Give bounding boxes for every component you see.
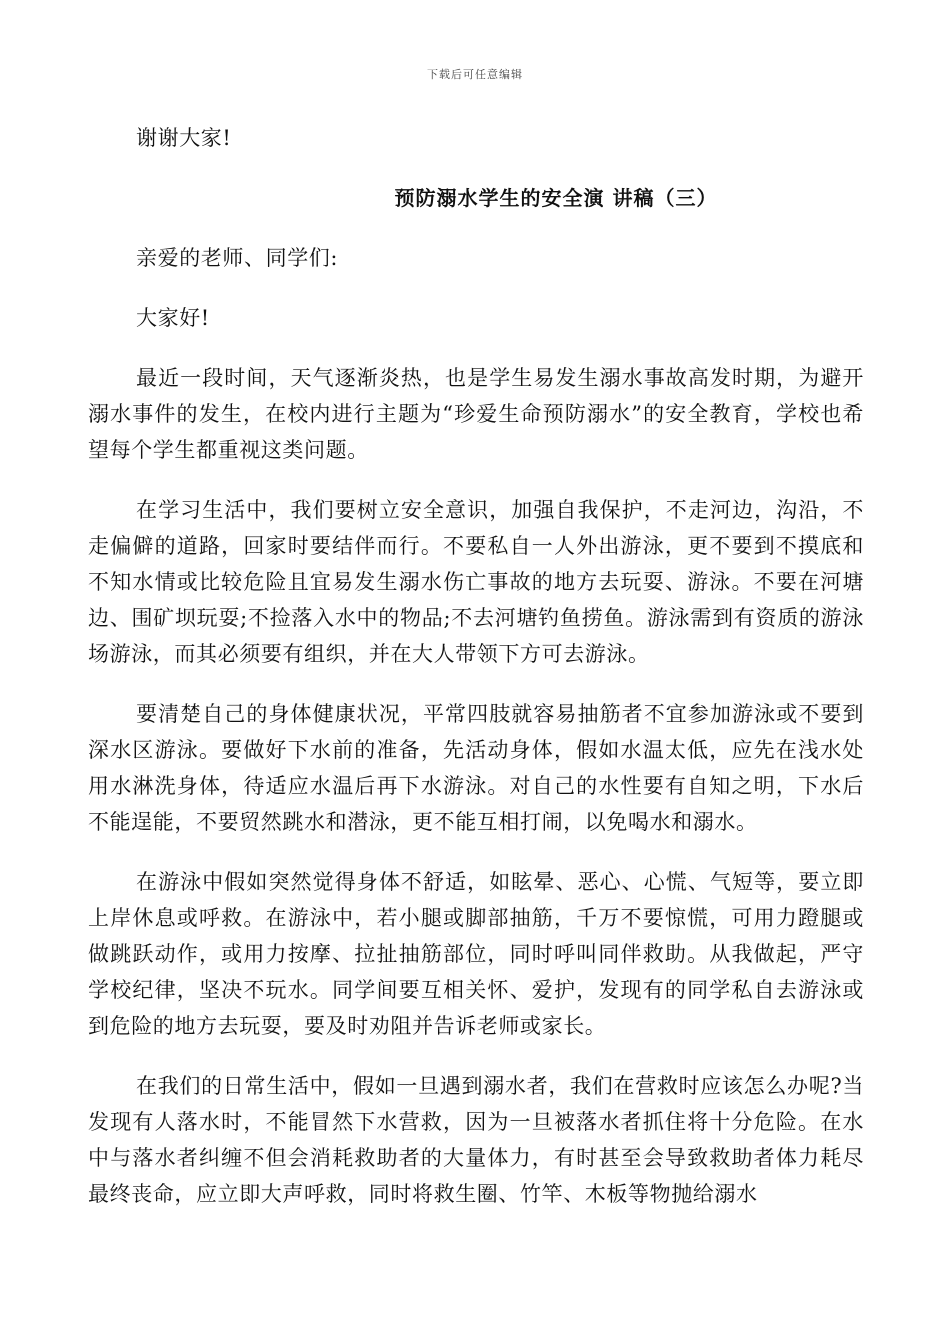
paragraph-5: 在我们的日常生活中，假如一旦遇到溺水者，我们在营救时应该怎么办呢?当发现有人落水时，不能冒然下水营救，因为一旦被落水者抓住将十分危险。在水中与落水者纠缠不但会消耗救助者的大量体力，有时甚至会导致救助者体力耗尽最终丧命，应立即大声呼救，同时将救生圈、竹竿、木板等物抛给溺水 [88,1074,864,1206]
document-title: 预防溺水学生的安全演 讲稿（三） [394,186,718,210]
closing-line: 谢谢大家! [136,126,232,150]
greeting: 大家好! [136,306,210,330]
paragraph-3: 要清楚自己的身体健康状况，平常四肢就容易抽筋者不宜参加游泳或不要到深水区游泳。要做好下水前的准备，先活动身体，假如水温太低，应先在浅水处用水淋洗身体，待适应水温后再下水游泳。对自己的水性要有自知之明，下水后不能逞能，不要贸然跳水和潜泳，更不能互相打闹，以免喝水和溺水。 [88,702,864,834]
salutation: 亲爱的老师、同学们: [136,246,339,270]
paragraph-2: 在学习生活中，我们要树立安全意识，加强自我保护，不走河边，沟沿，不走偏僻的道路，回家时要结伴而行。不要私自一人外出游泳，更不要到不摸底和不知水情或比较危险且宜易发生溺水伤亡事故的地方去玩耍、游泳。不要在河塘边、围矿坝玩耍;不捡落入水中的物品;不去河塘钓鱼捞鱼。游泳需到有资质的游泳场游泳，而其必须要有组织，并在大人带领下方可去游泳。 [88,498,864,666]
header-note: 下载后可任意编辑 [427,68,523,81]
document-body [88,120,864,1212]
paragraph-4: 在游泳中假如突然觉得身体不舒适，如眩晕、恶心、心慌、气短等，要立即上岸休息或呼救。在游泳中，若小腿或脚部抽筋，千万不要惊慌，可用力蹬腿或做跳跃动作，或用力按摩、拉扯抽筋部位，同时呼叫同伴救助。从我做起，严守学校纪律，坚决不玩水。同学间要互相关怀、爱护，发现有的同学私自去游泳或到危险的地方去玩耍，要及时劝阻并告诉老师或家长。 [88,870,864,1038]
paragraph-1: 最近一段时间，天气逐渐炎热，也是学生易发生溺水事故高发时期，为避开溺水事件的发生，在校内进行主题为“珍爱生命预防溺水”的安全教育，学校也希望每个学生都重视这类问题。 [88,366,864,462]
